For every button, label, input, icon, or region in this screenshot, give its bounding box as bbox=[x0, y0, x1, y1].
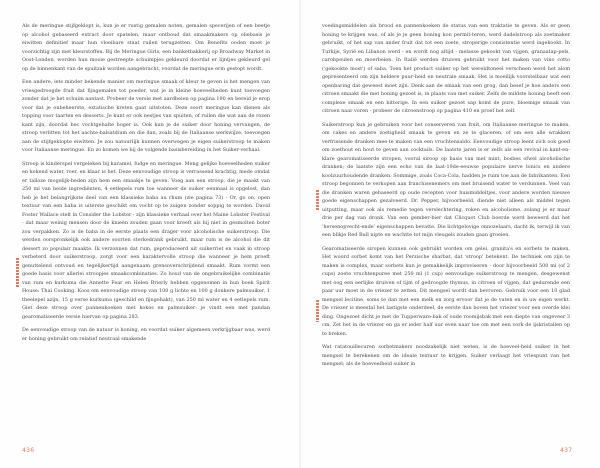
right-paragraph-1: voedingsmiddelen als brood en pannenkoeken de status van een traktatie te geven. Als er geen honing te krijgen was, of als je je geen honing kon permit-teren, werd dadelstroop als zoetmaker gebruikt, of het sap van ander fruit dat tot een zoete, stroperige consistentie werd ingekookt. In Turkije, Syrië en Libanon werd - en wordt nog altijd - melasse gekookt van vijgen, granaatap-pels, carobpeulen en moerbeien. In Italië werden druiven gebruikt voor het maken van vino cotto ('gekookte most') of saba. Toen het product suiker op het wereldtoneel verscheen werd het alom gepresenteerd om zijn heldere puur-heid en neutrale smaak. Het is moeilijk voorstelbaar wat een openbaring dat geweest moet zijn. Denk aan de smaak van een grog, dan besef je hoe anders een citroen smaakt die met honing gezoet is, in plaats van met suiker. Zelfs de mildste honing heeft een complexe smaak en een bitterige. In een suiker gezoet sap komt de pure, bloemige smaak van citroen naar voren - probeer de citroenstroop op pagina 410 en proef het zelf. bbox=[322, 23, 570, 114]
left-page bbox=[22, 22, 270, 442]
right-page bbox=[322, 22, 570, 442]
right-paragraph-4: Wat ratatouillecuren sorbetmakers noodzakelijk niet weten, is de hoeveel-heid suiker in het mengsel te berekenen om de ideale textuur te krijgen. Suiker verlaagt het vriespunt van het mengsel; als de hoeveelheid suiker in bbox=[322, 344, 570, 367]
right-paragraph-2: Suikerstroop kun je gebruiken voor het conserveren van fruit, om Italiaanse meringue te maken, om cakes en andere zoetigheid smaak te geven en ze te glaceren, of om een alle wrakken verfrissende dranken mee te maken van een vruchtensaldo. Eenvoudige stroop leent zich ook goed om zoethout en hout te geven aan cocktails. De laatste jaren is er zelfs als een revival in kant-en-klare gearomatiseerde stropen, vooral siroop op basis van met mint, bosbes ofwel alcoholische dranken; de laatste zijn een echo van de laat-19de-eeuwse populaire nerve tonics en andere koolzuurhoudende dranken. Sommige, zoals Coca-Cola, hadden je ruim toe aan de fabrikanten. Een stroop begonnen te verkopen aan franchisenemers om met bruisend water te verdunnen. Veel van die dranken waren gebaseerd op oude recepten voor huismiddeltjes, voor andere worden nieuwe goede eigenschappen gezalveerd. Dr. Pepper, bijvoorbeeld, diende niet alleen als middel tegen uitputting, maar ook als remedie tegen verslechtering, roken en alcoholisme, zolang je er maar drie per dag van dronk. Van een gember-bier dat Clicquot Club boerde werd beweerd dat het 'hersenopvecht-ende' eigenschappen bevatte. Die lichtgelovige onnozelaars, dacht ik, terwijl ik van een blikje Red Bull nipte en wachtte tot mijn vleugels zouden gaan groeien. bbox=[322, 121, 570, 238]
left-paragraph-2: Een andere, iets minder bekende manier om meringue smaak of kleur te geven is het mengen van vriesgedroogde fruit dat fijngemalen tot poeder, wat je in kleine hoeveelheden kunt toevoegen zonder dat je het schuim aantast. Probeer de versie met aardbeien op pagina 190 en bereid je erop voor dat je onbeheerste, extatische kreten gaat uitstoten. Deze soort meringue kan dienen als topping voor taarten en desserts. Je kunt er ook nestjes van spuiten, of ruilen die wat aan de rozen kant zijn, doordat hec vochtgehalte hoger is. Ook kun je de suiker door honing vervangen, de stroop verlitten tot het aachte-balsatdium en die dan, zoals bij de Italiaanse werkwijze, toevoegen aan de stijfgeklopte eiwitten. Je zou natuurlijk kunnen overwegen je eigen suikerstroop te maken voor Italiaanse meringue. En zo komen we bij de volgende basisbereiding in het Suiker-verhaal. bbox=[22, 79, 270, 153]
left-page-number: 436 bbox=[22, 447, 35, 454]
left-paragraph-1: Als de meringue stijfgeklopt is, kun je er rustig gemalen noten, gemalen specerijen of een beetje op alcohol gebaseerd extract door spatelen, maar ontboud dat smaakmakers op oliebasis je eiwitten definitief maar hun vloeibare staat ruilen terugzetten. Om Benefits ooden moet je voorzichtig zijn met kleurstoffen. Bij de Meringue Girls, een banketbakkerij op Broadway Market in Oost-Londen, worden hun mooie gestreepte schuimpjes gekleurd doordat er lijntjes gekleurd gel op de binnenkant van de spuitzak worden aangebracht, voordat de meringue erin gestopt wordt. bbox=[22, 23, 270, 72]
left-paragraph-4: De eenvoudige stroop van de natuur is honing, en voordat suiker algemeen verkrijgbaar was, werd er honing gebruikt om relatief neutraal smakende bbox=[22, 327, 270, 342]
book-gutter bbox=[299, 0, 301, 468]
right-paragraph-3: Gearomatiseerde siropen kunnen ook gebruikt worden om gelei, granita's en sorbets te maken. Het woord sorbet komt van het Perzische sharbat, dat 'stroop' betekent. De techniek om zijn te maken is complex, maar sorbets kun je gemakkelijk improviseren - door bijvoorbeeld 500 ml (of 2 cups) zoete vruchtenpuree met 250 ml (1 cup) eenvoudige suikerstroop te mengen, desgewenst met oog een eerlijke druiven of tijm of gedroogde thymus, in citroen of vijgen, dat gedurende een paar uur moet in de vriezer te zetten. Dit mengsel wordt dan bevroren. Gebruik voor een 10 glad mengsel lecitine, soms te dan met een melk en zorg ervoor dat je de vaten en in uw eigen werkt. De vriezer is meestal het lastigste onderdeel, de eerste dan boven het vriezer voor een overde klei ding. Ongezoet dicht je met de Tupperware-bak of oude roomijsbak met een diepte van ongeveer 3 cm. Zet het in de vriezer en ga er ieder half uur even naar toe om met een vork de ijskristallen op te breken. bbox=[322, 245, 570, 337]
section-marker-left bbox=[16, 258, 19, 288]
right-page-number: 437 bbox=[560, 447, 573, 454]
section-marker-right-1 bbox=[316, 190, 319, 210]
left-paragraph-3: Stroop is kinderspel vergeleken bij karamel, fudge en meringue. Meng gelijke hoeveelheden suiker en kokend water, roer, en klaar is het. Deze eenvoudige stroop is verrassend krachtig, mede omdat er talloze mogelijk-heden zijn hem een smaakje te geven. Voeg aan een stroop, die je maakt van 250 ml van beide ingrediënten, 4 eetlepels rum toe wanneer de suiker eenmaal is opgelost, dan heb je het belangrijkste deel van een klassieke baba au rhum (zie pagina 73) - Or, go on, open textuur van een baba is uiterste geschikt om vocht op te zuigen zonder soppig te worden. David Foster Wallace stelt in Consider the Lobster - zijn klassieke verhaal over het Maine Lobster Festival - dat maar weinig mensen door de knieën zouden gaan voor kreeft als hij niet in gesmolten boter zou verpakken. Zo is de baba in de eerste plaats een drager voor alcoholische suikerstroop. Die werden oorspronkelijk ook andere soorten sterkedrank gebruikt, maar rum is de alcohol die dit dessert zo populair maakte. Ik verzonnen dat rum, geproduceerd uit suikerriet en vaak in stroop verbeterd door suikerstroop, zorgt voor een karaktervolle stroop die wanneer je hem proeft genuttelend ontvoud en tegelijkertijd aangenaam grensoverschrijdend smaakt. Rum vormt een goede basis voor allerlei stroopjes smaakcombinaties. Zo houd van de ongebruikelijke combinatie van rum en kurkuma die Annette Fear en Helen Brierly hebben opgenomen in hun boek Spirit House: Thai Cooking. Koos om eenvoudige stroop van 100 g lichte en 100 g donkere palmsuiker, 1 theelepel azijn, 15 g verse kurkuma (geschild en fijngehakt), van 250 ml water en 4 eetlepels rum. Giet deze stroop over pannenkoeken met kokos en palmsuiker: je vindt een met pandan gearomatiseerde versie hiervan op pagina 283. bbox=[22, 160, 270, 320]
section-marker-right-2 bbox=[316, 300, 319, 322]
